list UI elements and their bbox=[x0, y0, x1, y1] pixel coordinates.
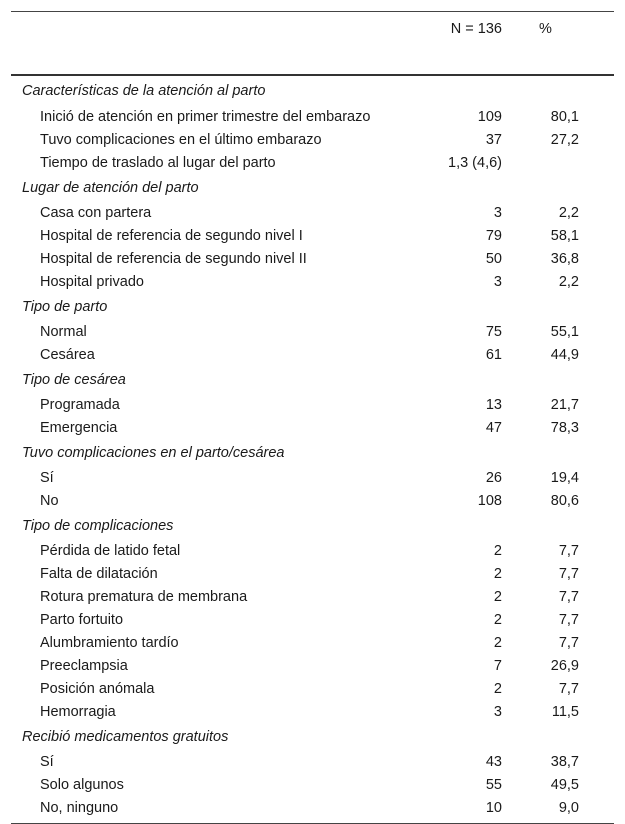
row-n-value: 55 bbox=[485, 776, 502, 793]
section-title: Características de la atención al parto bbox=[22, 82, 266, 99]
row-label: Cesárea bbox=[40, 346, 95, 363]
header-row bbox=[11, 12, 614, 75]
row-label: Programada bbox=[40, 396, 120, 413]
row-n-value: 108 bbox=[477, 492, 502, 509]
row-label: No, ninguno bbox=[40, 799, 119, 816]
row-label: Rotura prematura de membrana bbox=[40, 588, 248, 605]
row-n-value: 10 bbox=[485, 799, 502, 816]
row-n-value: 2 bbox=[493, 565, 502, 582]
section-row bbox=[11, 440, 614, 467]
data-table-container bbox=[11, 11, 614, 824]
section-row bbox=[11, 75, 614, 106]
section-title: Lugar de atención del parto bbox=[22, 179, 199, 196]
row-n-value: 109 bbox=[477, 108, 502, 125]
row-pct-value bbox=[502, 152, 614, 175]
row-pct-value: 7,7 bbox=[558, 611, 579, 628]
section-row bbox=[11, 367, 614, 394]
table-row bbox=[11, 701, 614, 724]
row-pct-value: 2,2 bbox=[558, 273, 579, 290]
table-row bbox=[11, 467, 614, 490]
row-n-value: 50 bbox=[485, 250, 502, 267]
row-label: Parto fortuito bbox=[40, 611, 124, 628]
row-label: Pérdida de latido fetal bbox=[40, 542, 181, 559]
section-row bbox=[11, 724, 614, 751]
section-title: Tipo de cesárea bbox=[22, 371, 126, 388]
row-pct-value: 80,6 bbox=[550, 492, 579, 509]
table-body bbox=[11, 75, 614, 824]
table-row bbox=[11, 271, 614, 294]
row-pct-value: 49,5 bbox=[550, 776, 579, 793]
section-row bbox=[11, 175, 614, 202]
row-label: No bbox=[40, 492, 59, 509]
row-n-value: 75 bbox=[485, 323, 502, 340]
row-label: Alumbramiento tardío bbox=[40, 634, 179, 651]
row-label: Sí bbox=[40, 469, 54, 486]
row-label: Solo algunos bbox=[40, 776, 124, 793]
row-n-value: 1,3 (4,6) bbox=[448, 154, 502, 171]
table-row bbox=[11, 586, 614, 609]
row-pct-value: 80,1 bbox=[550, 108, 579, 125]
table-row bbox=[11, 655, 614, 678]
row-pct-value: 7,7 bbox=[558, 634, 579, 651]
table-row bbox=[11, 106, 614, 129]
data-table bbox=[11, 11, 614, 824]
table-row bbox=[11, 202, 614, 225]
table-row bbox=[11, 417, 614, 440]
row-label: Inició de atención en primer trimestre del embarazo bbox=[40, 108, 371, 125]
row-pct-value: 7,7 bbox=[558, 588, 579, 605]
row-n-value: 2 bbox=[493, 588, 502, 605]
table-row bbox=[11, 563, 614, 586]
header-label bbox=[11, 12, 413, 75]
row-n-value: 13 bbox=[485, 396, 502, 413]
row-label: Casa con partera bbox=[40, 204, 152, 221]
row-label: Tiempo de traslado al lugar del parto bbox=[40, 154, 276, 171]
row-label: Hemorragia bbox=[40, 703, 116, 720]
row-n-value: 2 bbox=[493, 542, 502, 559]
table-header bbox=[11, 12, 614, 75]
row-n-value: 43 bbox=[485, 753, 502, 770]
row-n-value: 7 bbox=[493, 657, 502, 674]
section-title: Recibió medicamentos gratuitos bbox=[22, 728, 229, 745]
row-pct-value: 36,8 bbox=[550, 250, 579, 267]
row-pct-value: 11,5 bbox=[551, 703, 579, 720]
row-pct-value: 38,7 bbox=[550, 753, 579, 770]
row-n-value: 26 bbox=[485, 469, 502, 486]
row-pct-value: 21,7 bbox=[550, 396, 579, 413]
table-row bbox=[11, 797, 614, 824]
row-label: Posición anómala bbox=[40, 680, 155, 697]
row-label: Sí bbox=[40, 753, 54, 770]
table-row bbox=[11, 394, 614, 417]
row-n-value: 47 bbox=[485, 419, 502, 436]
row-label: Emergencia bbox=[40, 419, 118, 436]
row-label: Hospital de referencia de segundo nivel II bbox=[40, 250, 307, 267]
table-row bbox=[11, 321, 614, 344]
table-row bbox=[11, 540, 614, 563]
row-n-value: 2 bbox=[493, 611, 502, 628]
row-pct-value: 58,1 bbox=[550, 227, 579, 244]
table-row bbox=[11, 678, 614, 701]
row-pct-value: 78,3 bbox=[550, 419, 579, 436]
table-row bbox=[11, 129, 614, 152]
section-title: Tipo de parto bbox=[22, 298, 108, 315]
row-label: Hospital privado bbox=[40, 273, 144, 290]
section-title: Tuvo complicaciones en el parto/cesárea bbox=[22, 444, 285, 461]
row-pct-value: 7,7 bbox=[558, 542, 579, 559]
row-pct-value: 44,9 bbox=[550, 346, 579, 363]
row-label: Preeclampsia bbox=[40, 657, 128, 674]
row-n-value: 37 bbox=[485, 131, 502, 148]
row-pct-value: 2,2 bbox=[558, 204, 579, 221]
row-n-value: 2 bbox=[493, 680, 502, 697]
row-n-value: 79 bbox=[485, 227, 502, 244]
table-row bbox=[11, 225, 614, 248]
row-label: Normal bbox=[40, 323, 87, 340]
row-n-value: 3 bbox=[493, 204, 502, 221]
table-row bbox=[11, 632, 614, 655]
row-pct-value: 9,0 bbox=[558, 799, 579, 816]
table-row bbox=[11, 751, 614, 774]
table-row bbox=[11, 152, 614, 175]
row-n-value: 3 bbox=[493, 273, 502, 290]
row-pct-value: 7,7 bbox=[558, 565, 579, 582]
row-pct-value: 27,2 bbox=[550, 131, 579, 148]
section-row bbox=[11, 294, 614, 321]
row-n-value: 3 bbox=[493, 703, 502, 720]
row-pct-value: 55,1 bbox=[550, 323, 579, 340]
table-row bbox=[11, 774, 614, 797]
table-row bbox=[11, 344, 614, 367]
row-label: Tuvo complicaciones en el último embarazo bbox=[40, 131, 322, 148]
header-pct: % bbox=[502, 12, 614, 75]
row-pct-value: 26,9 bbox=[550, 657, 579, 674]
row-pct-value: 19,4 bbox=[550, 469, 579, 486]
table-row bbox=[11, 490, 614, 513]
table-row bbox=[11, 248, 614, 271]
row-n-value: 61 bbox=[485, 346, 502, 363]
header-n: N = 136 bbox=[413, 12, 502, 75]
section-title: Tipo de complicaciones bbox=[22, 517, 174, 534]
row-label: Falta de dilatación bbox=[40, 565, 158, 582]
row-label: Hospital de referencia de segundo nivel I bbox=[40, 227, 303, 244]
row-pct-value: 7,7 bbox=[558, 680, 579, 697]
row-n-value: 2 bbox=[493, 634, 502, 651]
table-row bbox=[11, 609, 614, 632]
section-row bbox=[11, 513, 614, 540]
